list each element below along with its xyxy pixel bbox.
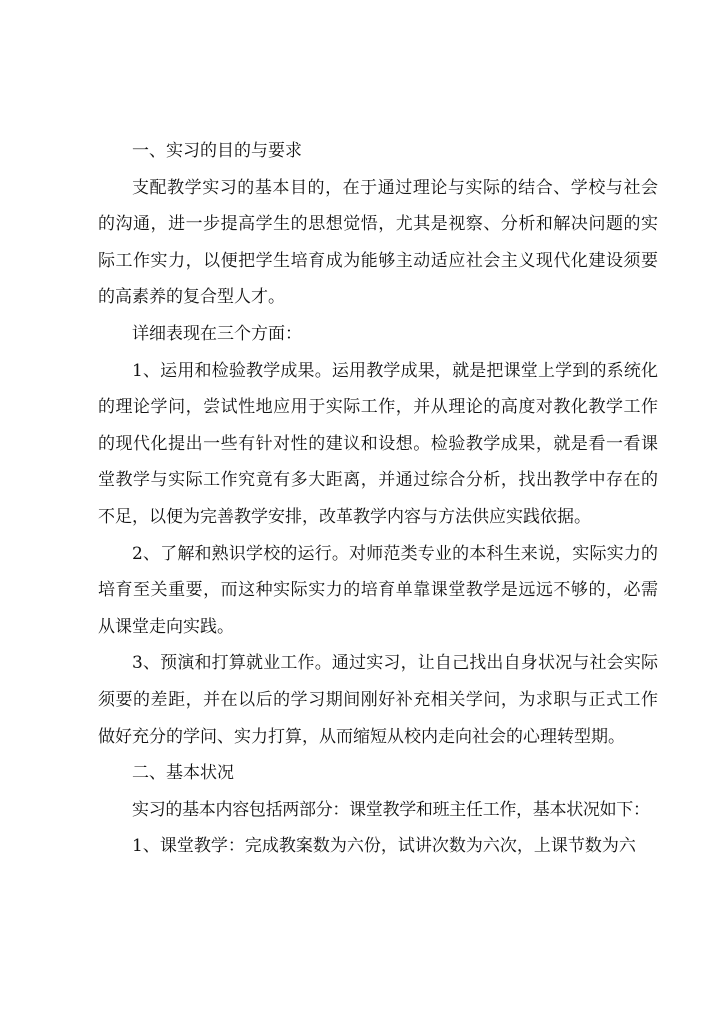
paragraph-basic-purpose: 支配教学实习的基本目的，在于通过理论与实际的结合、学校与社会的沟通，进一步提高学生的思想觉悟，尤其是视察、分析和解决问题的实际工作实力，以便把学生培育成为能够主动适应社会主义现代化建设须要的高素养的复合型人才。 (98, 177, 658, 308)
document-body (98, 133, 658, 865)
section-heading-purpose: 一、实习的目的与要求 (132, 141, 302, 161)
section-heading-basic-situation: 二、基本状况 (132, 763, 234, 784)
paragraph-three-aspects-intro: 详细表现在三个方面： (132, 323, 302, 344)
paragraph-aspect-2: 2、了解和熟识学校的运行。对师范类专业的本科生来说，实际实力的培育至关重要，而这种实际实力的培育单靠课堂教学是远远不够的，必需从课堂走向实践。 (98, 543, 658, 637)
paragraph-aspect-3: 3、预演和打算就业工作。通过实习，让自己找出自身状况与社会实际须要的差距，并在以后的学习期间刚好补充相关学问，为求职与正式工作做好充分的学问、实力打算，从而缩短从校内走向社会的心理转型期。 (98, 653, 658, 747)
paragraph-internship-content: 实习的基本内容包括两部分：课堂教学和班主任工作，基本状况如下： (132, 799, 650, 820)
paragraph-aspect-1: 1、运用和检验教学成果。运用教学成果，就是把课堂上学到的系统化的理论学问，尝试性地应用于实际工作，并从理论的高度对教化教学工作的现代化提出一些有针对性的建议和设想。检验教学成果，就是看一看课堂教学与实际工作究竟有多大距离，并通过综合分析，找出教学中存在的不足，以便为完善教学安排，改革教学内容与方法供应实践依据。 (98, 360, 658, 527)
paragraph-classroom-teaching: 1、课堂教学：完成教案数为六份，试讲次数为六次，上课节数为六 (132, 836, 636, 857)
